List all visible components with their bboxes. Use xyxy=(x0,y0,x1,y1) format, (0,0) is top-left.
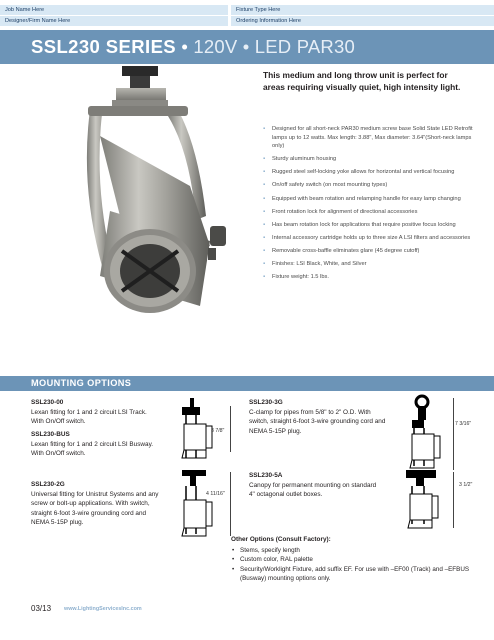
dim-line-3g xyxy=(453,398,454,470)
fixture-product-image xyxy=(60,66,260,371)
list-item: ▪ Has beam rotation lock for applications that require positive focus locking xyxy=(263,221,475,230)
ordering-info-field[interactable] xyxy=(231,16,494,26)
series-name: SSL230 SERIES xyxy=(31,36,177,57)
intro-text: This medium and long throw unit is perfect for areas requiring visually quiet, high intensity light. xyxy=(263,70,461,92)
ordering-info-label: Ordering Information Here xyxy=(236,18,301,24)
ssl230-5a-diagram xyxy=(402,470,452,530)
fixture-type-field[interactable] xyxy=(231,5,494,15)
dim-ssl230-00: 3 7/8" xyxy=(211,428,225,434)
desc-ssl230-3g: C-clamp for pipes from 5/8" to 2" O.D. With switch, straight 6-foot 3-wire grounding cord and NEMA 5-15P plug. xyxy=(249,409,386,435)
title-separator: • xyxy=(181,36,189,57)
list-item: ▪ Removable cross-baffle eliminates glare (45 degree cutoff) xyxy=(263,247,475,256)
dim-line-5a xyxy=(453,472,454,528)
sku-ssl230-3g: SSL230-3G xyxy=(249,399,283,406)
dim-line-2g xyxy=(230,472,231,536)
list-item: ▪ Sturdy aluminum housing xyxy=(263,155,475,164)
desc-ssl230-5a: Canopy for permanent mounting on standard 4" octagonal outlet boxes. xyxy=(249,482,377,499)
feature-list xyxy=(263,125,475,286)
desc-ssl230-2g: Universal fitting for Unistrut Systems and any screw or bolt-up applications. With switch, straight 6-foot 3-wire grounding cord and NEMA 5-15P plug. xyxy=(31,491,159,526)
ssl230-2g-diagram xyxy=(176,470,226,538)
dim-ssl230-3g: 7 3/16" xyxy=(455,421,472,427)
page-title xyxy=(31,36,355,58)
series-subtitle: 120V • LED PAR30 xyxy=(193,36,355,57)
list-item: ▪ Finishes: LSI Black, White, and Silver xyxy=(263,260,475,269)
list-item: ▪ Designed for all short-neck PAR30 medium screw base Solid State LED Retrofit lamps up to 12 watts. Max length: 3.88", Max diameter: 3.64"(Short-neck lamps only) xyxy=(263,125,475,151)
sku-ssl230-2g: SSL230-2G xyxy=(31,481,65,488)
job-name-field[interactable] xyxy=(0,5,228,15)
list-item: • Security/Worklight Fixture, add suffix EF. For use with –EF00 (Track) and –EFBUS (Busway) mounting options only. xyxy=(231,565,479,584)
dim-line-00 xyxy=(230,406,231,452)
dim-ssl230-2g: 4 11/16" xyxy=(206,491,225,497)
other-options-heading: Other Options (Consult Factory): xyxy=(231,536,331,543)
sku-ssl230-bus: SSL230-BUS xyxy=(31,431,70,438)
list-item: • Custom color, RAL palette xyxy=(231,555,479,564)
desc-ssl230-bus: Lexan fitting for 1 and 2 circuit LSI Busway. With On/Off switch. xyxy=(31,441,154,458)
ssl230-3g-diagram xyxy=(402,394,452,472)
fixture-type-label: Fixture Type Here xyxy=(236,7,281,13)
dim-ssl230-5a: 3 1/2" xyxy=(459,482,473,488)
list-item: ▪ On/off safety switch (on most mounting types) xyxy=(263,181,475,190)
mounting-options-title: MOUNTING OPTIONS xyxy=(31,378,132,388)
other-options-list xyxy=(231,546,479,584)
designer-firm-label: Designer/Firm Name Here xyxy=(5,18,71,24)
footer-website-link[interactable]: www.LightingServicesInc.com xyxy=(64,606,142,612)
sku-ssl230-5a: SSL230-5A xyxy=(249,472,283,479)
job-name-label: Job Name Here xyxy=(5,7,45,13)
footer-date: 03/13 xyxy=(31,604,52,613)
designer-firm-field[interactable] xyxy=(0,16,228,26)
list-item: ▪ Front rotation lock for alignment of directional accessories xyxy=(263,208,475,217)
list-item: ▪ Internal accessory cartridge holds up to three size A LSI filters and accessories xyxy=(263,234,475,243)
list-item: • Stems, specify length xyxy=(231,546,479,555)
list-item: ▪ Equipped with beam rotation and relamping handle for easy lamp changing xyxy=(263,195,475,204)
list-item: ▪ Rugged steel self-locking yoke allows for horizontal and vertical focusing xyxy=(263,168,475,177)
list-item: ▪ Fixture weight: 1.5 lbs. xyxy=(263,273,475,282)
desc-ssl230-00: Lexan fitting for 1 and 2 circuit LSI Track. With On/Off switch. xyxy=(31,409,147,426)
sku-ssl230-00: SSL230-00 xyxy=(31,399,64,406)
